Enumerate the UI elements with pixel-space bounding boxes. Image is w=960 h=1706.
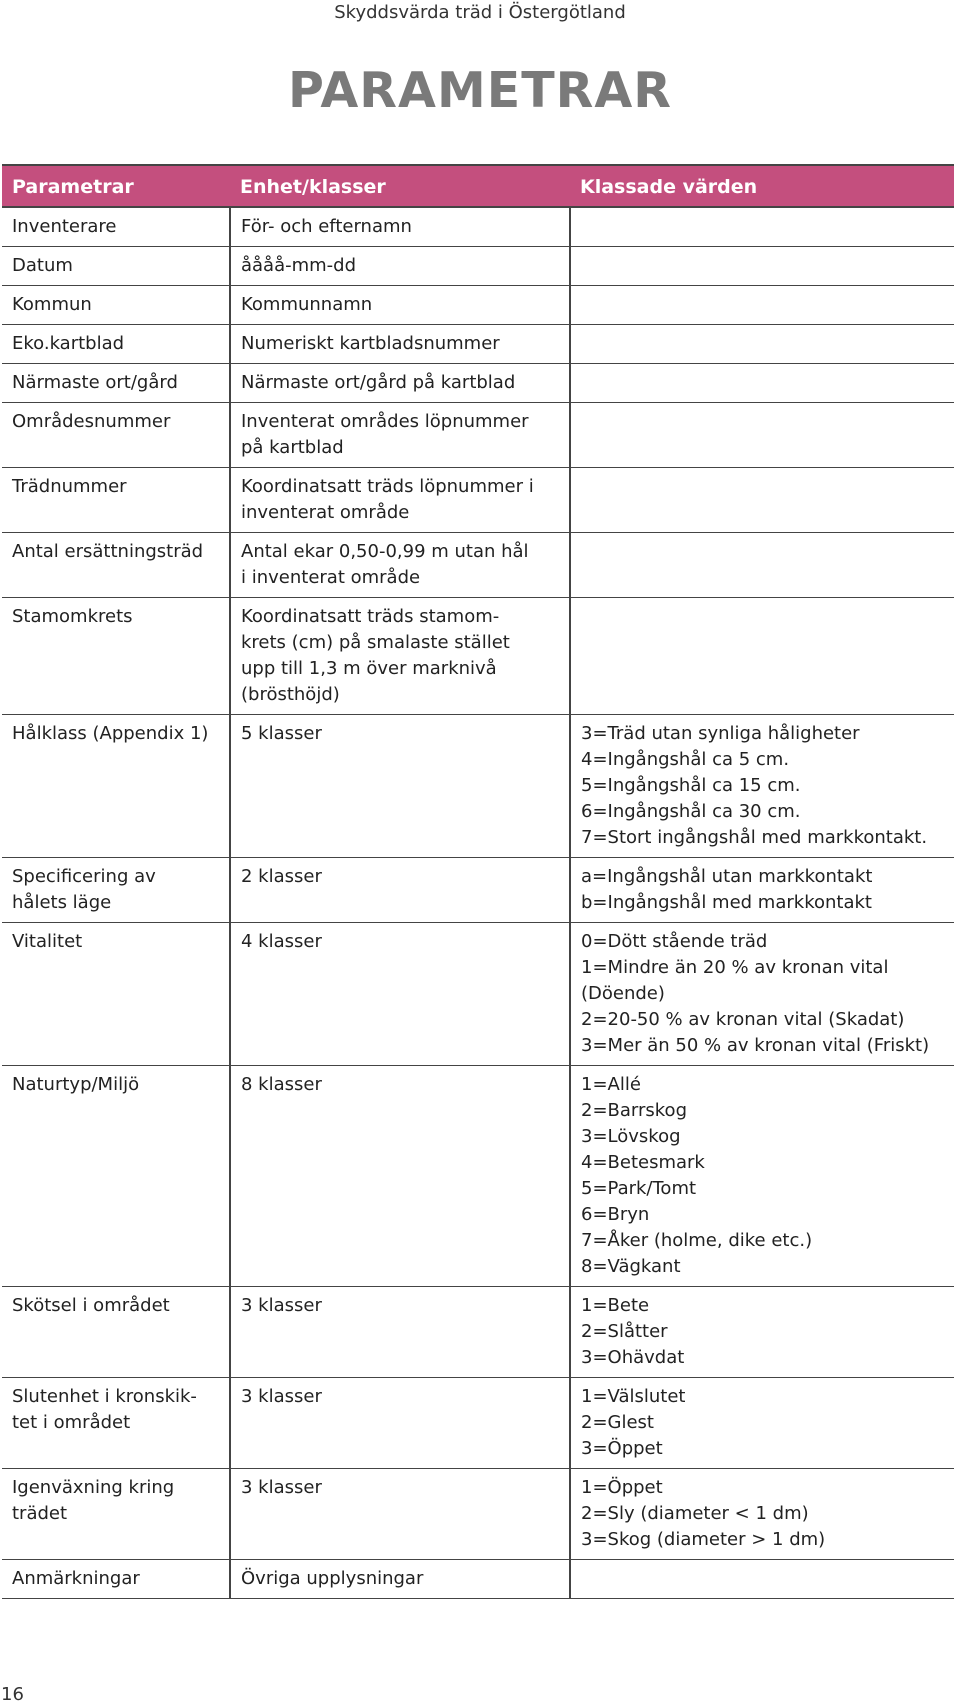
unit-cell-line: 3 klasser [241,1295,322,1316]
unit-cell-line: 3 klasser [241,1386,322,1407]
parameter-cell [2,598,230,715]
unit-cell-line: 2 klasser [241,866,322,887]
parameter-cell-line: Igenväxning kring [12,1477,175,1498]
values-cell-line: 3=Mer än 50 % av kronan vital (Friskt) [581,1035,930,1056]
values-cell-line: 7=Stort ingångshål med markkontakt. [581,827,928,848]
unit-cell [230,923,570,1066]
unit-cell-line: 3 klasser [241,1477,322,1498]
parameter-cell [2,403,230,468]
values-cell [570,1066,954,1287]
column-header-enhet-klasser: Enhet/klasser [230,165,570,207]
unit-cell [230,468,570,533]
unit-cell-line: krets (cm) på smalaste stället [241,632,510,653]
values-cell [570,207,954,247]
unit-cell-line: 4 klasser [241,931,322,952]
unit-cell [230,1287,570,1378]
parameter-cell [2,247,230,286]
table-row [2,533,954,598]
parameter-cell-line: tet i området [12,1412,131,1433]
values-cell-line: 1=Välslutet [581,1386,686,1407]
table-row [2,1066,954,1287]
table-row [2,364,954,403]
values-cell-line: 2=Sly (diameter < 1 dm) [581,1503,809,1524]
values-cell-line: 6=Ingångshål ca 30 cm. [581,801,801,822]
parameter-cell-line: Datum [12,255,73,276]
table-row [2,1469,954,1560]
unit-cell-line: i inventerat område [241,567,421,588]
unit-cell-line: Närmaste ort/gård på kartblad [241,372,516,393]
parameter-cell-line: Antal ersättningsträd [12,541,204,562]
parameter-cell [2,1287,230,1378]
values-cell [570,715,954,858]
parameter-cell [2,468,230,533]
parameter-cell [2,325,230,364]
parameter-cell-line: Vitalitet [12,931,83,952]
values-cell-line: 3=Ohävdat [581,1347,685,1368]
column-header-parametrar: Parametrar [2,165,230,207]
table-row [2,207,954,247]
table-row [2,1378,954,1469]
unit-cell [230,364,570,403]
unit-cell [230,247,570,286]
unit-cell-line: inventerat område [241,502,410,523]
values-cell-line: 7=Åker (holme, dike etc.) [581,1230,813,1251]
values-cell-line: 5=Ingångshål ca 15 cm. [581,775,801,796]
table-row [2,325,954,364]
unit-cell-line: Koordinatsatt träds löpnummer i [241,476,534,497]
unit-cell-line: Kommunnamn [241,294,373,315]
parameter-cell-line: Specificering av [12,866,156,887]
parameters-table [2,164,954,1599]
unit-cell-line: upp till 1,3 m över marknivå [241,658,497,679]
unit-cell-line: på kartblad [241,437,344,458]
parameter-cell [2,207,230,247]
table-row [2,1560,954,1599]
parameter-cell [2,1469,230,1560]
table-row [2,468,954,533]
values-cell [570,1378,954,1469]
parameter-cell-line: Skötsel i området [12,1295,170,1316]
values-cell [570,1560,954,1599]
values-cell [570,325,954,364]
values-cell-line: 1=Bete [581,1295,650,1316]
table-header-row [2,165,954,207]
values-cell [570,468,954,533]
values-cell-line: 2=20-50 % av kronan vital (Skadat) [581,1009,905,1030]
unit-cell [230,598,570,715]
values-cell-line: 0=Dött stående träd [581,931,768,952]
table-row [2,286,954,325]
values-cell-line: 2=Slåtter [581,1321,668,1342]
parameter-cell [2,923,230,1066]
page-title: PARAMETRAR [287,62,673,119]
unit-cell-line: Numeriskt kartbladsnummer [241,333,500,354]
unit-cell [230,325,570,364]
values-cell [570,533,954,598]
parameter-cell [2,533,230,598]
table-row [2,858,954,923]
unit-cell [230,858,570,923]
parameter-cell [2,1560,230,1599]
parameter-cell-line: Inventerare [12,216,117,237]
values-cell-line: 4=Ingångshål ca 5 cm. [581,749,790,770]
unit-cell-line: 8 klasser [241,1074,322,1095]
parameter-cell-line: Stamomkrets [12,606,133,627]
unit-cell-line: Antal ekar 0,50-0,99 m utan hål [241,541,529,562]
unit-cell-line: Koordinatsatt träds stamom- [241,606,500,627]
values-cell-line: 1=Allé [581,1074,641,1095]
parameter-cell-line: Naturtyp/Miljö [12,1074,140,1095]
values-cell-line: 3=Skog (diameter > 1 dm) [581,1529,826,1550]
unit-cell-line: För- och efternamn [241,216,412,237]
parameter-cell [2,715,230,858]
parameter-cell [2,364,230,403]
parameter-cell [2,286,230,325]
table-row [2,403,954,468]
values-cell-line: b=Ingångshål med markkontakt [581,892,872,913]
unit-cell [230,1469,570,1560]
values-cell-line: 2=Glest [581,1412,654,1433]
unit-cell-line: 5 klasser [241,723,322,744]
table-row [2,1287,954,1378]
values-cell [570,364,954,403]
values-cell-line: 1=Mindre än 20 % av kronan vital [581,957,889,978]
unit-cell-line: åååå-mm-dd [241,255,357,276]
values-cell-line: 3=Öppet [581,1438,663,1459]
values-cell [570,858,954,923]
parameter-cell [2,1066,230,1287]
unit-cell-line: Övriga upplysningar [241,1568,424,1589]
parameter-cell-line: hålets läge [12,892,112,913]
unit-cell [230,207,570,247]
values-cell [570,1287,954,1378]
values-cell-line: 3=Lövskog [581,1126,681,1147]
unit-cell-line: Inventerat områdes löpnummer [241,411,529,432]
values-cell [570,286,954,325]
values-cell [570,247,954,286]
parameter-cell-line: Kommun [12,294,92,315]
unit-cell [230,286,570,325]
values-cell [570,598,954,715]
running-header: Skyddsvärda träd i Östergötland [334,2,626,23]
values-cell-line: 5=Park/Tomt [581,1178,697,1199]
table-row [2,715,954,858]
values-cell-line: a=Ingångshål utan markkontakt [581,866,873,887]
unit-cell [230,1066,570,1287]
parameter-cell-line: Närmaste ort/gård [12,372,178,393]
parameter-cell-line: Trädnummer [12,476,127,497]
values-cell [570,1469,954,1560]
page-number: 16 [1,1684,24,1705]
table-row [2,247,954,286]
values-cell-line: 3=Träd utan synliga håligheter [581,723,860,744]
values-cell-line: 2=Barrskog [581,1100,687,1121]
table-body [2,207,954,1599]
parameter-cell-line: Anmärkningar [12,1568,140,1589]
parameter-cell [2,858,230,923]
parameter-cell-line: trädet [12,1503,68,1524]
values-cell [570,923,954,1066]
unit-cell [230,533,570,598]
table-row [2,923,954,1066]
values-cell-line: 1=Öppet [581,1477,663,1498]
values-cell-line: 6=Bryn [581,1204,650,1225]
values-cell-line: (Döende) [581,983,665,1004]
parameter-cell-line: Slutenhet i kronskik- [12,1386,197,1407]
unit-cell [230,715,570,858]
unit-cell [230,1378,570,1469]
table-row [2,598,954,715]
parameter-cell-line: Områdesnummer [12,411,171,432]
column-header-klassade-varden: Klassade värden [570,165,954,207]
values-cell-line: 4=Betesmark [581,1152,705,1173]
unit-cell [230,403,570,468]
unit-cell-line: (brösthöjd) [241,684,340,705]
parameter-cell-line: Hålklass (Appendix 1) [12,723,209,744]
values-cell [570,403,954,468]
values-cell-line: 8=Vägkant [581,1256,681,1277]
parameter-cell-line: Eko.kartblad [12,333,125,354]
unit-cell [230,1560,570,1599]
parameter-cell [2,1378,230,1469]
